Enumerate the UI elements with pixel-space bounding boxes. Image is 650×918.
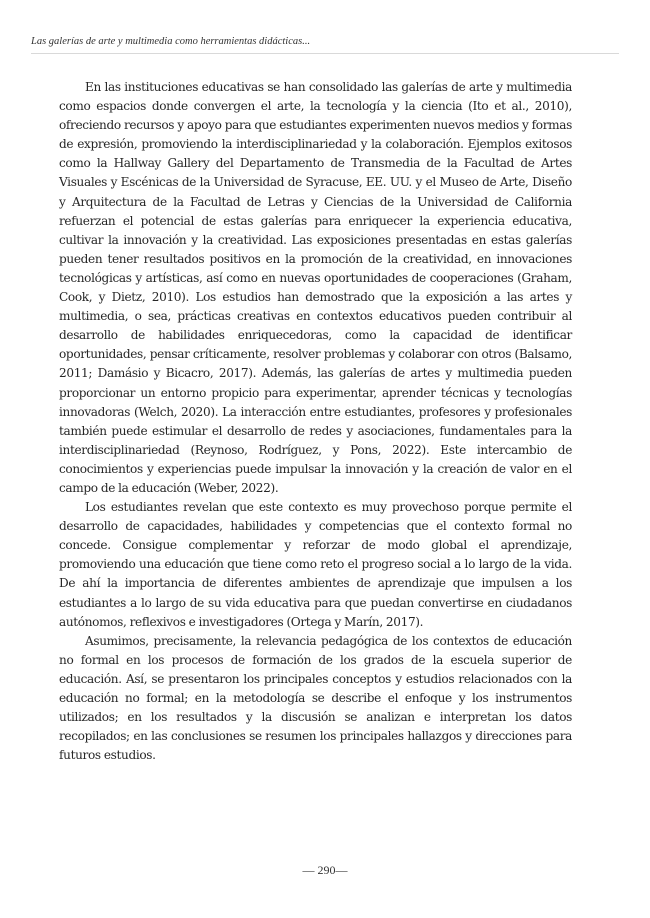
body-text [59,78,572,765]
paragraph: En las instituciones educativas se han consolidado las galerías de arte y multimedia como espacios donde convergen el arte, la tecnología y la ciencia (Ito et al., 2010), ofreciendo recursos y apoyo para que estudiantes experimenten nuevos medios y formas de expresión, promoviendo la interdisciplinariedad y la colaboración. Ejemplos exitosos como la Hallway Gallery del Departamento de Transmedia de la Facultad de Artes Visuales y Escénicas de la Universidad de Syracuse, EE. UU. y el Museo de Arte, Diseño y Arquitectura de la Facultad de Letras y Ciencias de la Universidad de California refuerzan el potencial de estas galerías para enriquecer la experiencia educativa, cultivar la innovación y la creatividad. Las exposiciones presentadas en estas galerías pueden tener resultados positivos en la promoción de la creatividad, en innovaciones tecnológicas y artísticas, así como en nuevas oportunidades de cooperaciones (Graham, Cook, y Dietz, 2010). Los estudios han demostrado que la exposición a las artes y multimedia, o sea, prácticas creativas en contextos educativos pueden contribuir al desarrollo de habilidades enriquecedoras, como la capacidad de identificar oportunidades, pensar críticamente, resolver problemas y colaborar con otros (Balsamo, 2011; Damásio y Bicacro, 2017). Además, las galerías de artes y multimedia pueden proporcionar un entorno propicio para experimentar, aprender técnicas y tecnologías innovadoras (Welch, 2020). La interacción entre estudiantes, profesores y profesionales también puede estimular el desarrollo de redes y asociaciones, fundamentales para la interdisciplinariedad (Reynoso, Rodríguez, y Pons, 2022). Este intercambio de conocimientos y experiencias puede impulsar la innovación y la creación de valor en el campo de la educación (Weber, 2022). [59,80,572,495]
paragraph: Asumimos, precisamente, la relevancia pedagógica de los contextos de educación no formal en los procesos de formación de los grados de la escuela superior de educación. Así, se presentaron los principales conceptos y estudios relacionados con la educación no formal; en la metodología se describe el enfoque y los instrumentos utilizados; en los resultados y la discusión se analizan e interpretan los datos recopilados; en las conclusiones se resumen los principales hallazgos y direcciones para futuros estudios. [59,633,572,763]
running-header: Las galerías de arte y multimedia como herramientas didácticas... [31,36,311,47]
paragraph: Los estudiantes revelan que este contexto es muy provechoso porque permite el desarrollo de capacidades, habilidades y competencias que el contexto formal no concede. Consigue complementar y reforzar de modo global el aprendizaje, promoviendo una educación que tiene como reto el progreso social a lo largo de la vida. De ahí la importancia de diferentes ambientes de aprendizaje que impulsen a los estudiantes a lo largo de su vida educativa para que puedan convertirse en ciudadanos autónomos, reflexivos e investigadores (Ortega y Marín, 2017). [59,500,572,629]
page-number: — 290— [302,863,348,877]
header-rule [31,53,619,54]
